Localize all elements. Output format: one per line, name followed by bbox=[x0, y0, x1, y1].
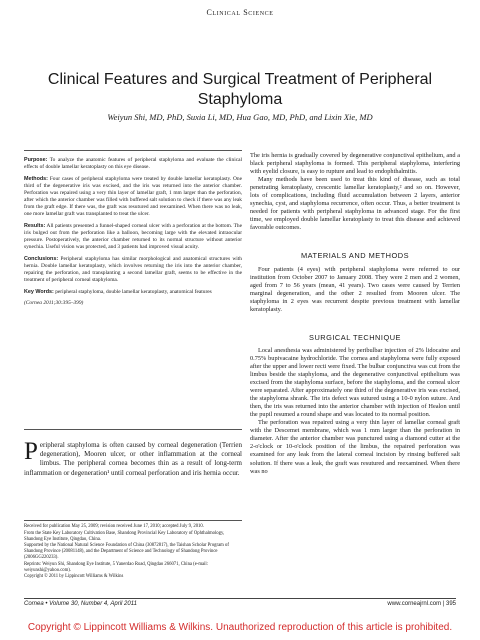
copyright-notice: Copyright © Lippincott Williams & Wilkins. Unauthorized reproduction of this article is prohibited. bbox=[27, 622, 453, 633]
body-paragraph: The iris hernia is gradually covered by degenerative conjunctival epithelium, and a black peripheral staphyloma is formed. This peripheral staphyloma, interfering with eyelid closure, is easy to rupture and lead to endophthalmitis. bbox=[250, 152, 460, 176]
intro-text: eripheral staphyloma is often caused by corneal degeneration (Terrien degeneration), Mooren ulcer, or other inflammation at the corneal limbus. The peripheral cornea becomes thin as a result of long-term inflammation or degeneration¹ until corneal perforation and iris hernia occur. bbox=[24, 441, 242, 477]
abstract-results bbox=[24, 223, 242, 251]
footnote-affiliation: From the State Key Laboratory Cultivation Base, Shandong Provincial Key Laboratory of Ophthalmology, Shandong Eye Institute, Qingdao, China. bbox=[24, 530, 225, 542]
body-paragraph: Many methods have been used to treat this kind of disease, such as total penetrating keratoplasty, crescentic lamellar keratoplasty,² and so on. However, lots of complications, including fluid accumulation between 2 layers, anterior synechia, cyst, and staphyloma recurrence, often occur. Thus, a better treatment is needed for patients with peripheral staphyloma in advanced stage. For the first time, we employed double lamellar keratoplasty to treat this disease and achieved favorable outcomes. bbox=[250, 176, 460, 232]
abstract-purpose bbox=[24, 157, 242, 171]
article-title: Clinical Features and Surgical Treatment of Peripheral Staphyloma bbox=[47, 71, 433, 108]
body-paragraph: Four patients (4 eyes) with peripheral staphyloma were referred to our institution from October 2007 to January 2008. They were 2 men and 2 women, aged from 7 to 56 years (mean, 41 years). Two cases were caused by Terrien marginal degeneration, and the other 2 resulted from Mooren ulcer. The staphyloma in 2 eyes was recurrent despite previous treatment with lamellar keratoplasty. bbox=[250, 265, 460, 313]
section-heading-methods: MATERIALS AND METHODS bbox=[300, 251, 410, 261]
abstract-citation bbox=[24, 300, 242, 307]
abstract-conclusions bbox=[24, 256, 242, 284]
keywords-label: Key Words: bbox=[24, 288, 54, 295]
footnotes bbox=[24, 520, 242, 581]
footnote-received: Received for publication May 25, 2009; revision received June 17, 2010; accepted July 9, 2010. bbox=[24, 524, 204, 529]
body-right-column bbox=[250, 152, 460, 476]
methods-text: Four cases of peripheral staphyloma were treated by double lamellar keratoplasty. One third of the degenerative iris was excised, and the iris was returned into the anterior chamber. Perforation was repaired using a very thin layer of lamellar graft, 1 mm larger than the perforation, after which the anterior chamber was filled with buffered salt solution to check if there was any leak from the graft edge. If there was, the graft was resutured and reexamined. When there was no leak, one more lamellar graft was transplanted to treat the ulcer. bbox=[24, 175, 242, 218]
footnote-funding: Supported by the National Natural Science Foundation of China (30872817), the Taishan Scholar Program of Shandong Province (20081148), and the Department of Science and Technology of Shandong Province (2006GG220233). bbox=[24, 543, 229, 561]
introduction bbox=[24, 438, 242, 478]
footnote-reprints: Reprints: Weiyun Shi, Shandong Eye Institute, 5 Yanerdao Road, Qingdao 266071, China (e-mail: weiyunshi@yahoo.com). bbox=[24, 561, 209, 573]
abstract-methods bbox=[24, 176, 242, 219]
page-number: www.corneajrnl.com | 395 bbox=[387, 601, 456, 607]
results-text: All patients presented a funnel-shaped corneal ulcer with a perforation at the bottom. The iris bulged out from the perforation like a balloon, becoming large with the elevated intraocular pressure. Postoperatively, the anterior chamber returned to its normal structure without anterior synechia. Useful vision was protected, and 3 patients had improved visual acuity. bbox=[24, 222, 242, 251]
drop-cap: P bbox=[24, 438, 38, 465]
keywords-text: peripheral staphyloma, double lamellar keratoplasty, anatomical features bbox=[55, 288, 212, 295]
body-paragraph: Local anesthesia was administered by peribulbar injection of 2% lidocaine and 0.75% bupivacaine hydrochloride. The cornea and staphyloma were fully exposed after the upper and lower recti were fixed. The bulbar conjunctiva was cut from the limbus beside the staphyloma, and the degenerative conjunctival epithelium was excised from the staphyloma surface, before the staphyloma, and the corneal ulcer were separated. After approximately one third of the degenerative iris was excised, the staphyloma shrank. The iris defect was sutured using a 10-0 nylon suture. And then, the iris was returned into the anterior chamber with injection of Healon until the pupil resumed a round shape and was located to its normal position. bbox=[250, 346, 460, 419]
footnote-copyright: Copyright © 2011 by Lippincott Williams & Wilkins bbox=[24, 574, 124, 580]
results-label: Results: bbox=[24, 222, 46, 229]
purpose-label: Purpose: bbox=[24, 157, 48, 163]
abstract bbox=[24, 157, 242, 312]
conclusions-text: Peripheral staphyloma has similar morphological and anatomical structures with hernia. Double lamellar keratoplasty, which involves returning the iris into the anterior chamber, repairing the perforation, and transplanting a second lamellar graft, seems to be effective in the treatment of peripheral corneal staphyloma. bbox=[24, 255, 242, 283]
conclusions-label: Conclusions: bbox=[24, 255, 59, 262]
footer-divider bbox=[24, 598, 456, 599]
article-authors: Weiyun Shi, MD, PhD, Suxia Li, MD, Hua Gao, MD, PhD, and Lixin Xie, MD bbox=[107, 112, 373, 122]
purpose-text: To analyze the anatomic features of peripheral staphyloma and evaluate the clinical effects of double lamellar keratoplasty on this eye disease. bbox=[24, 157, 242, 171]
methods-label: Methods: bbox=[24, 175, 48, 182]
abstract-keywords bbox=[24, 289, 242, 296]
section-label: Clinical Science bbox=[206, 8, 274, 17]
citation-text: (Cornea 2011;30:395–399) bbox=[24, 300, 84, 307]
journal-info: Cornea • Volume 30, Number 4, April 2011 bbox=[24, 601, 137, 607]
section-heading-technique: SURGICAL TECHNIQUE bbox=[309, 332, 401, 342]
body-paragraph: The perforation was repaired using a very thin layer of lamellar corneal graft with the Descemet membrane, which was 1 mm larger than the perforation in diameter. After the anterior chamber was punctured using a diamond cutter at the 2-o'clock or 10-o'clock position of the limbus, the repaired perforation was examined for any leak from the lateral corneal incision by rinsing buffered salt solution. If there was a leak, the graft was resutured and reexamined. When there was no bbox=[250, 419, 460, 475]
